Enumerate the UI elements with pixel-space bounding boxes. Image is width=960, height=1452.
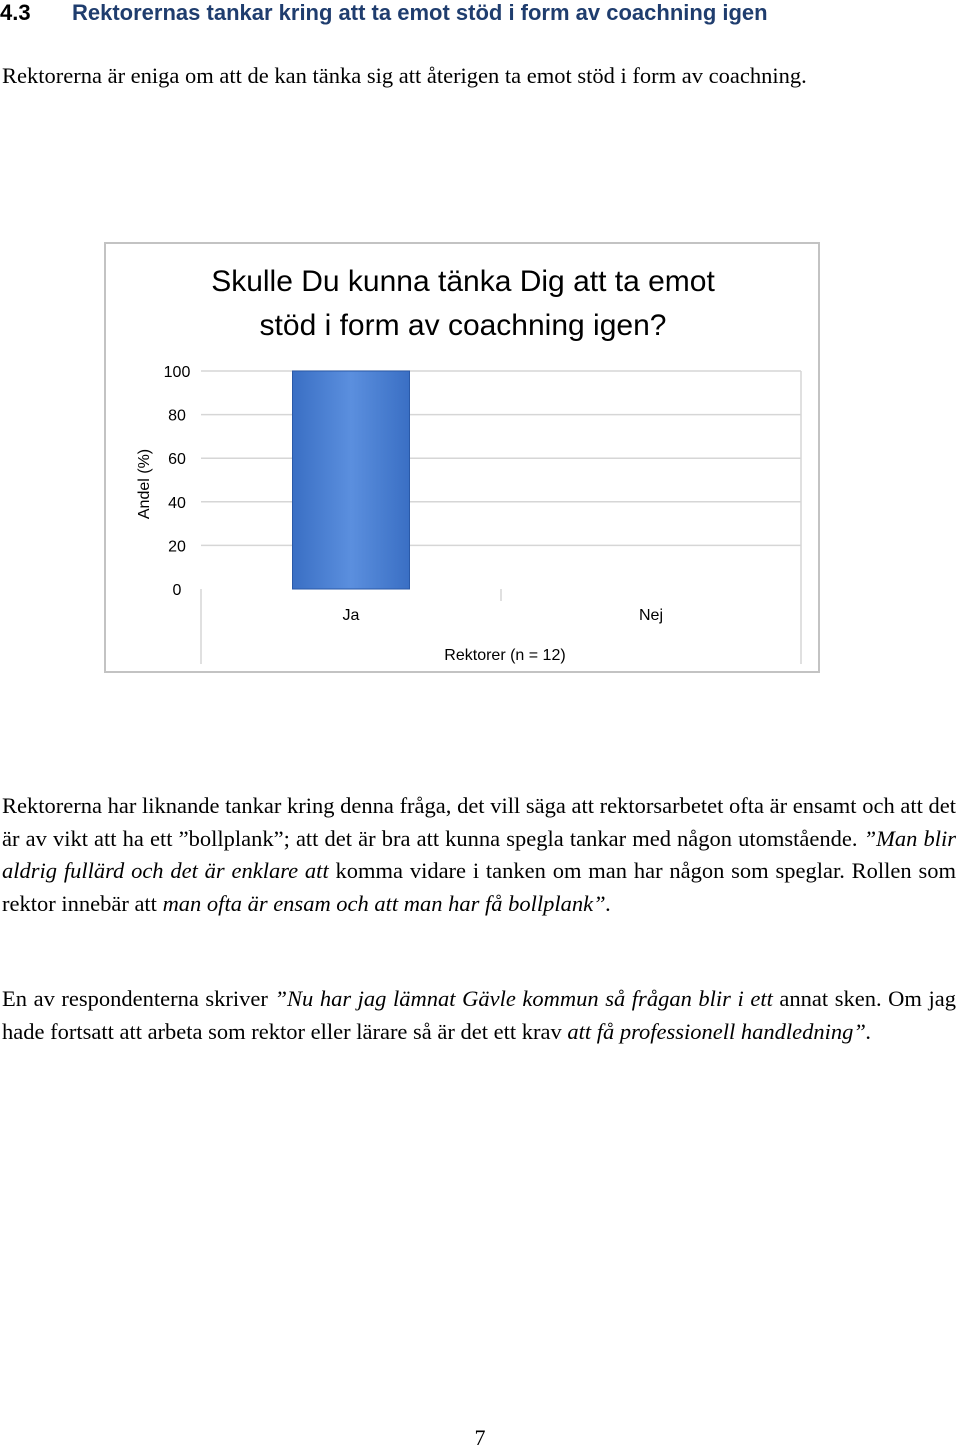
chart-svg: [106, 244, 818, 671]
chart-title-line-2: stöd i form av coachning igen?: [259, 309, 667, 342]
paragraph-1-quote-b: man ofta är ensam och att man har få bollplank”.: [162, 890, 612, 916]
chart-title-line-1: Skulle Du kunna tänka Dig att ta emot: [211, 265, 715, 298]
paragraph-2-text-a: En av respondenterna skriver: [2, 986, 275, 1011]
section-title: Rektorernas tankar kring att ta emot stöd i form av coachning igen: [72, 0, 768, 25]
paragraph-1-text-b: komma vidare i tanken om man har någon som speglar. Rollen som rektor innebär att: [2, 858, 956, 916]
bars: [293, 371, 710, 589]
x-tick-labels: [343, 607, 663, 624]
y-tick-labels: [164, 364, 191, 599]
bar-chart: [104, 242, 820, 673]
section-heading: [0, 0, 960, 26]
x-tick-label-nej: Nej: [638, 607, 664, 624]
paragraph-2-text-b: annat sken. Om jag hade fortsatt att arbeta som rektor eller lärare så är det ett krav: [2, 986, 956, 1044]
paragraph-2-quote-a: ”Nu har jag lämnat Gävle kommun så frågan blir i ett: [274, 986, 773, 1011]
paragraph-1-text-a: Rektorerna har liknande tankar kring denna fråga, det vill säga att rektorsarbetet ofta är ensamt och att det är av vikt att ha ett ”bollplank”; att det är bra att kunna spegla tankar med någon utomstående.: [2, 793, 956, 851]
y-tick-label-80: 80: [168, 407, 186, 425]
paragraph-1-quote-a: ”Man blir aldrig fullärd och det är enklare att: [2, 825, 957, 883]
y-tick-label-100: 100: [163, 364, 191, 381]
grid-lines: [201, 371, 801, 664]
y-tick-label-40: 40: [168, 494, 186, 512]
y-axis-label: Andel (%): [136, 448, 153, 520]
intro-paragraph: Rektorerna är eniga om att de kan tänka sig att återigen ta emot stöd i form av coachning.: [2, 63, 807, 88]
chart-title: [211, 265, 715, 342]
y-tick-label-0: 0: [172, 582, 182, 599]
bar-ja: [293, 371, 410, 589]
section-number: 4.3: [0, 0, 31, 25]
y-tick-label-20: 20: [168, 538, 186, 556]
paragraph-2-quote-b: att få professionell handledning”.: [567, 1018, 872, 1044]
x-tick-label-ja: Ja: [342, 607, 360, 624]
x-axis-label: Rektorer (n = 12): [444, 647, 566, 664]
paragraph-2: [2, 983, 956, 1048]
paragraph-1: [2, 790, 956, 920]
page-number: 7: [474, 1425, 486, 1450]
y-tick-label-60: 60: [168, 451, 186, 469]
